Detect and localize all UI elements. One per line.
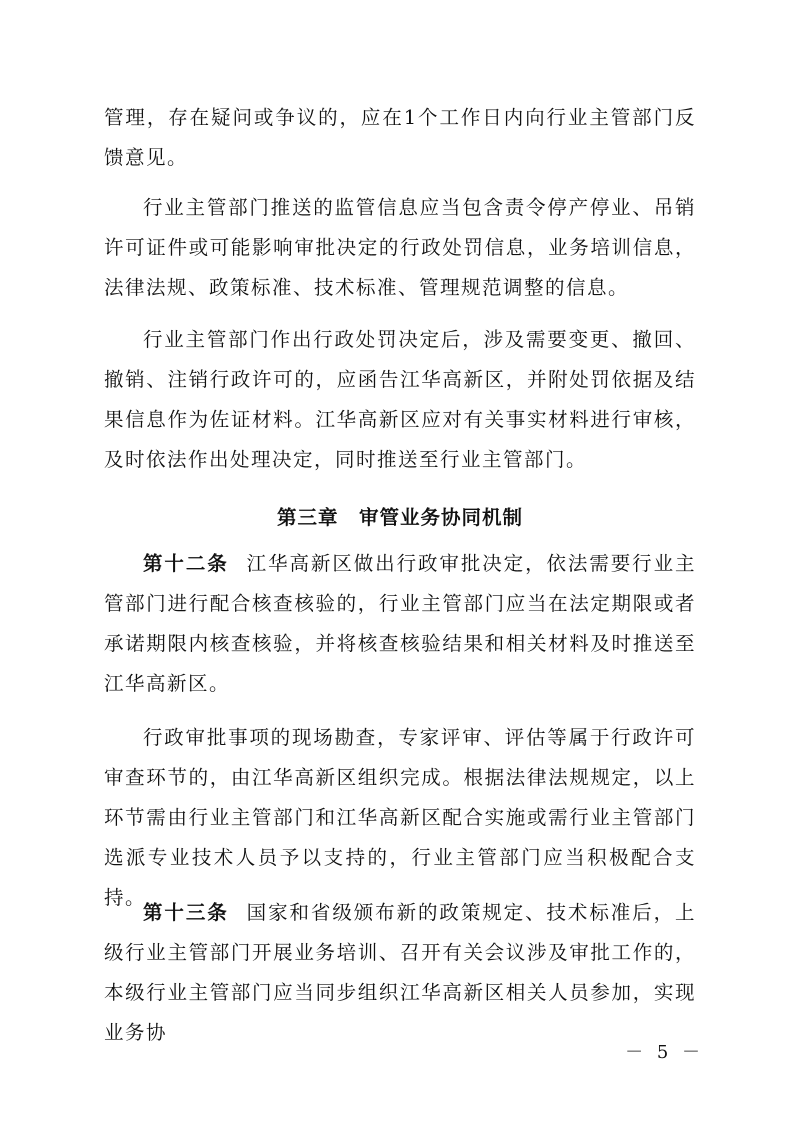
paragraph-supervision-info: 行业主管部门推送的监管信息应当包含责令停产停业、吊销许可证件或可能影响审批决定的行政处罚信息，业务培训信息，法律法规、政策标准、技术标准、管理规范调整的信息。: [104, 196, 696, 299]
paragraph-penalty-decision: 行业主管部门作出行政处罚决定后，涉及需要变更、撤回、撤销、注销行政许可的，应函告江华高新区，并附处罚依据及结果信息作为佐证材料。江华高新区应对有关事实材料进行审核，及时依法作出处理决定，同时推送至行业主管部门。: [104, 328, 696, 471]
article-13-text: 国家和省级颁布新的政策规定、技术标准后，上级行业主管部门开展业务培训、召开有关会议涉及审批工作的，本级行业主管部门应当同步组织江华高新区相关人员参加，实现业务协: [104, 901, 696, 1044]
article-12-number: 第十二条: [143, 552, 229, 575]
paragraph-continuation: 管理，存在疑问或争议的，应在1个工作日内向行业主管部门反馈意见。: [104, 106, 696, 169]
article-12-text: 江华高新区做出行政审批决定，依法需要行业主管部门进行配合核查核验的，行业主管部门应当在法定期限或者承诺期限内核查核验，并将核查核验结果和相关材料及时推送至江华高新区。: [104, 552, 696, 695]
page-number: － 5 －: [625, 1042, 704, 1063]
article-13: [104, 893, 696, 1053]
paragraph-site-survey: 行政审批事项的现场勘查，专家评审、评估等属于行政许可审查环节的，由江华高新区组织完成。根据法律法规规定，以上环节需由行业主管部门和江华高新区配合实施或需行业主管部门选派专业技术人员予以支持的，行业主管部门应当积极配合支持。: [104, 726, 696, 909]
chapter-title: 第三章 审管业务协同机制: [276, 506, 523, 529]
article-13-number: 第十三条: [143, 901, 229, 924]
article-12: [104, 544, 696, 704]
